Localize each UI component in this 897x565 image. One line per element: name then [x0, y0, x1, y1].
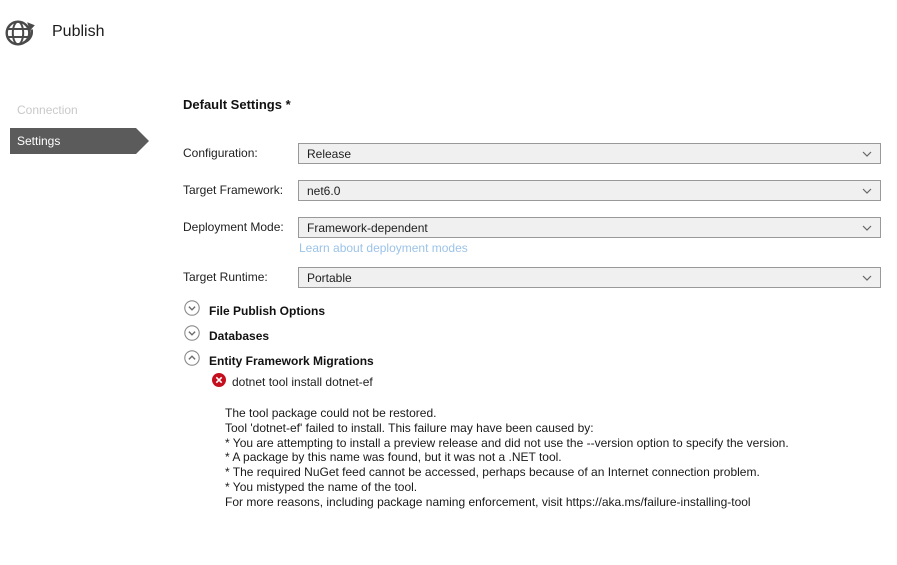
sidebar-selected-arrow: [136, 128, 149, 154]
error-detail-line: * The required NuGet feed cannot be accessed, perhaps because of an Internet connection problem.: [225, 465, 760, 480]
section-file-publish-options[interactable]: File Publish Options: [184, 302, 325, 319]
error-command-text: dotnet tool install dotnet-ef: [232, 375, 373, 389]
publish-globe-arrow-icon: [3, 15, 39, 51]
deployment-mode-dropdown[interactable]: Framework-dependent: [298, 217, 881, 238]
settings-heading: Default Settings *: [183, 97, 291, 112]
configuration-label: Configuration:: [183, 146, 258, 160]
sidebar-item-settings[interactable]: Settings: [10, 128, 136, 154]
error-detail-line: The tool package could not be restored.: [225, 406, 437, 420]
section-entity-framework-migrations[interactable]: Entity Framework Migrations: [184, 352, 374, 369]
target-framework-row: [183, 180, 881, 201]
section-databases[interactable]: Databases: [184, 327, 269, 344]
error-detail-line: Tool 'dotnet-ef' failed to install. This failure may have been caused by:: [225, 420, 594, 435]
error-cross-icon: [212, 373, 226, 392]
configuration-row: [183, 143, 881, 164]
deployment-mode-label: Deployment Mode:: [183, 220, 284, 234]
chevron-down-icon: [862, 151, 872, 157]
target-runtime-row: [183, 267, 881, 288]
error-detail-line: * A package by this name was found, but it was not a .NET tool.: [225, 450, 562, 465]
chevron-down-icon: [862, 275, 872, 281]
chevron-down-icon: [862, 188, 872, 194]
migration-error-row: [212, 374, 373, 390]
chevron-down-circle-icon: [184, 325, 200, 346]
chevron-down-circle-icon: [184, 300, 200, 321]
chevron-down-icon: [862, 225, 872, 231]
page-title: Publish: [52, 23, 105, 40]
target-framework-dropdown[interactable]: net6.0: [298, 180, 881, 201]
target-runtime-label: Target Runtime:: [183, 270, 268, 284]
error-detail-line: For more reasons, including package naming enforcement, visit https://aka.ms/failure-installing-tool: [225, 494, 751, 509]
error-details: [225, 406, 789, 510]
target-runtime-dropdown[interactable]: Portable: [298, 267, 881, 288]
error-detail-line: * You are attempting to install a preview release and did not use the --version option to specify the version.: [225, 435, 789, 450]
target-framework-label: Target Framework:: [183, 183, 284, 197]
configuration-dropdown[interactable]: Release: [298, 143, 881, 164]
error-detail-line: * You mistyped the name of the tool.: [225, 479, 418, 494]
sidebar-item-connection[interactable]: Connection: [17, 103, 78, 117]
chevron-up-circle-icon: [184, 350, 200, 371]
deployment-mode-row: [183, 217, 881, 238]
deployment-modes-link[interactable]: Learn about deployment modes: [299, 241, 468, 255]
